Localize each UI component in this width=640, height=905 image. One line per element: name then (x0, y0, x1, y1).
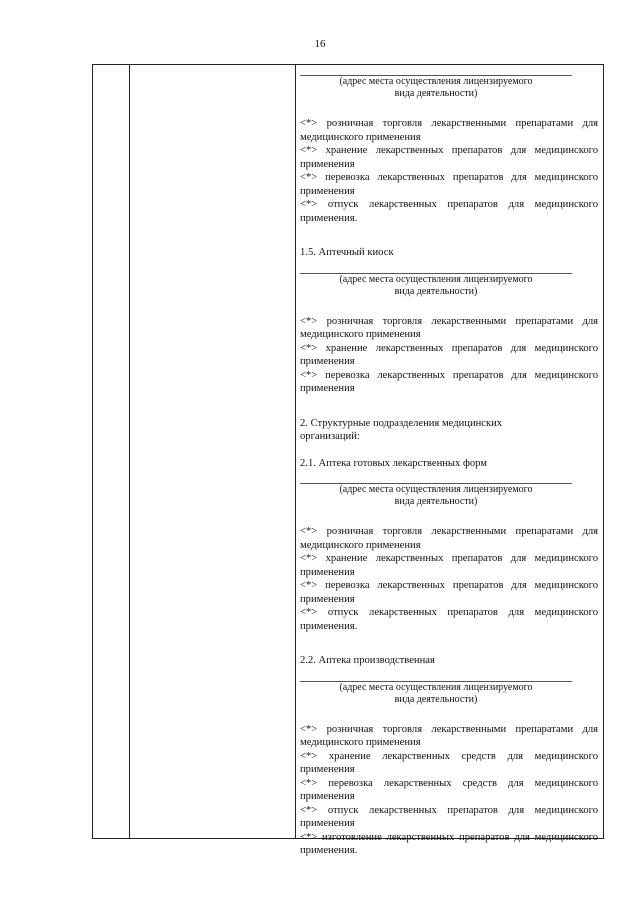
section-2-2 (300, 654, 598, 858)
activity-item: <*> отпуск лекарственных препаратов для медицинского применения (300, 804, 598, 829)
address-caption: (адрес места осуществления лицензируемого вида деятельности) (339, 273, 533, 297)
activity-item: <*> перевозка лекарственных препаратов для медицинского применения (300, 369, 598, 394)
activity-item: <*> изготовление лекарственных препаратов для медицинского применения. (300, 831, 598, 856)
address-caption: (адрес места осуществления лицензируемого вида деятельности) (339, 76, 533, 99)
page-number: 16 (314, 38, 326, 50)
activity-item: <*> хранение лекарственных средств для медицинского применения (300, 750, 598, 775)
activity-item: <*> хранение лекарственных препаратов для медицинского применения (300, 342, 598, 367)
section-heading: 2.2. Аптека производственная (300, 655, 435, 666)
activities-column (300, 75, 598, 879)
activity-item: <*> отпуск лекарственных препаратов для медицинского применения. (300, 607, 598, 632)
activity-item: <*> хранение лекарственных препаратов для медицинского применения (300, 145, 598, 170)
section-1-5 (300, 246, 598, 396)
activity-item: <*> перевозка лекарственных препаратов для медицинского применения (300, 172, 598, 197)
activity-item: <*> розничная торговля лекарственными препаратами для медицинского применения (300, 723, 598, 748)
activity-item: <*> перевозка лекарственных препаратов для медицинского применения (300, 580, 598, 605)
section-heading: 2.1. Аптека готовых лекарственных форм (300, 457, 487, 469)
section-continued (300, 75, 598, 225)
address-caption: (адрес места осуществления лицензируемого вида деятельности) (339, 681, 533, 705)
section-heading: 2. Структурные подразделения медицинских организаций: (300, 417, 503, 442)
activity-item: <*> перевозка лекарственных средств для медицинского применения (300, 777, 598, 802)
column-divider-2 (295, 65, 296, 838)
address-caption: (адрес места осуществления лицензируемого вида деятельности) (339, 484, 533, 507)
activity-item: <*> розничная торговля лекарственными препаратами для медицинского применения (300, 315, 598, 340)
activity-item: <*> хранение лекарственных препаратов для медицинского применения (300, 553, 598, 578)
activity-item: <*> розничная торговля лекарственными препаратами для медицинского применения (300, 118, 598, 143)
section-heading: 1.5. Аптечный киоск (300, 247, 394, 258)
column-divider-1 (129, 65, 130, 838)
activity-item: <*> розничная торговля лекарственными препаратами для медицинского применения (300, 526, 598, 551)
section-2 (300, 417, 598, 444)
activity-item: <*> отпуск лекарственных препаратов для медицинского применения. (300, 199, 598, 224)
section-2-1 (300, 457, 598, 634)
